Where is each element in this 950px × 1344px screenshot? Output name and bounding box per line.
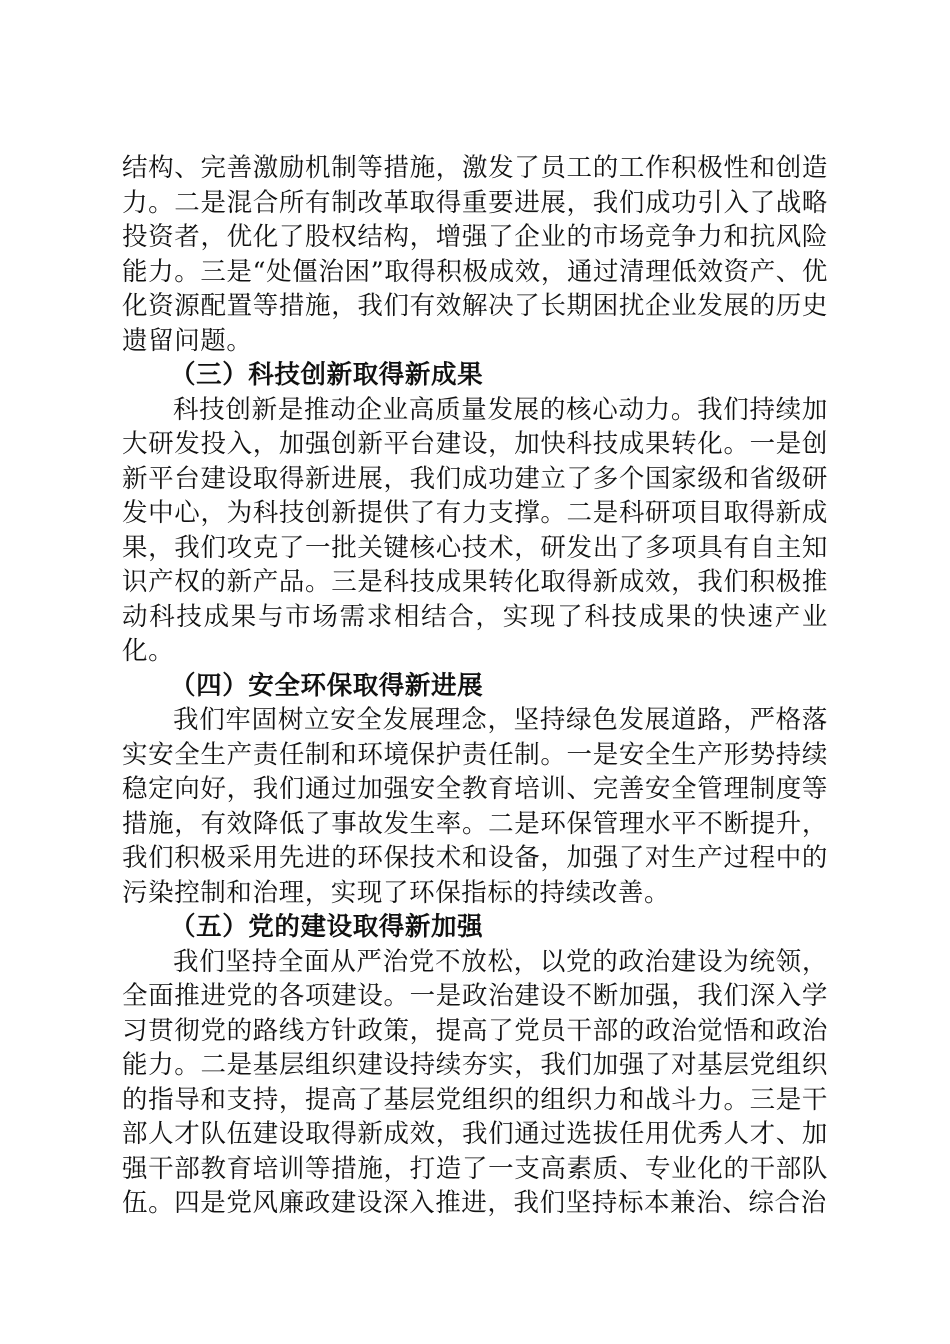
paragraph-safety-environment: 我们牢固树立安全发展理念，坚持绿色发展道路，严格落实安全生产责任制和环境保护责任制。一是安全生产形势持续稳定向好，我们通过加强安全教育培训、完善安全管理制度等措施，有效降低了事故发生率。二是环保管理水平不断提升，我们积极采用先进的环保技术和设备，加强了对生产过程中的污染控制和治理，实现了环保指标的持续改善。: [122, 705, 828, 908]
section-heading-5: （五）党的建设取得新加强: [170, 912, 484, 942]
paragraph-party-building: 我们坚持全面从严治党不放松，以党的政治建设为统领，全面推进党的各项建设。一是政治建设不断加强，我们深入学习贯彻党的路线方针政策，提高了党员干部的政治觉悟和政治能力。二是基层组织建设持续夯实，我们加强了对基层党组织的指导和支持，提高了基层党组织的组织力和战斗力。三是干部人才队伍建设取得新成效，我们通过选拔任用优秀人才、加强干部教育培训等措施，打造了一支高素质、专业化的干部队伍。四是党风廉政建设深入推进，我们坚持标本兼治、综合治: [122, 946, 828, 1218]
document-body: [122, 151, 828, 1221]
section-heading-4: （四）安全环保取得新进展: [170, 670, 484, 701]
paragraph-reform-continued: 结构、完善激励机制等措施，激发了员工的工作积极性和创造力。二是混合所有制改革取得重要进展，我们成功引入了战略投资者，优化了股权结构，增强了企业的市场竞争力和抗风险能力。三是“处僵治困”取得积极成效，通过清理低效资产、优化资源配置等措施，我们有效解决了长期困扰企业发展的历史遗留问题。: [122, 153, 828, 356]
section-heading-3: （三）科技创新取得新成果: [170, 360, 484, 390]
paragraph-tech-innovation: 科技创新是推动企业高质量发展的核心动力。我们持续加大研发投入，加强创新平台建设，加快科技成果转化。一是创新平台建设取得新进展，我们成功建立了多个国家级和省级研发中心，为科技创新提供了有力支撑。二是科研项目取得新成果，我们攻克了一批关键核心技术，研发出了多项具有自主知识产权的新产品。三是科技成果转化取得新成效，我们积极推动科技成果与市场需求相结合，实现了科技成果的快速产业化。: [122, 394, 828, 666]
